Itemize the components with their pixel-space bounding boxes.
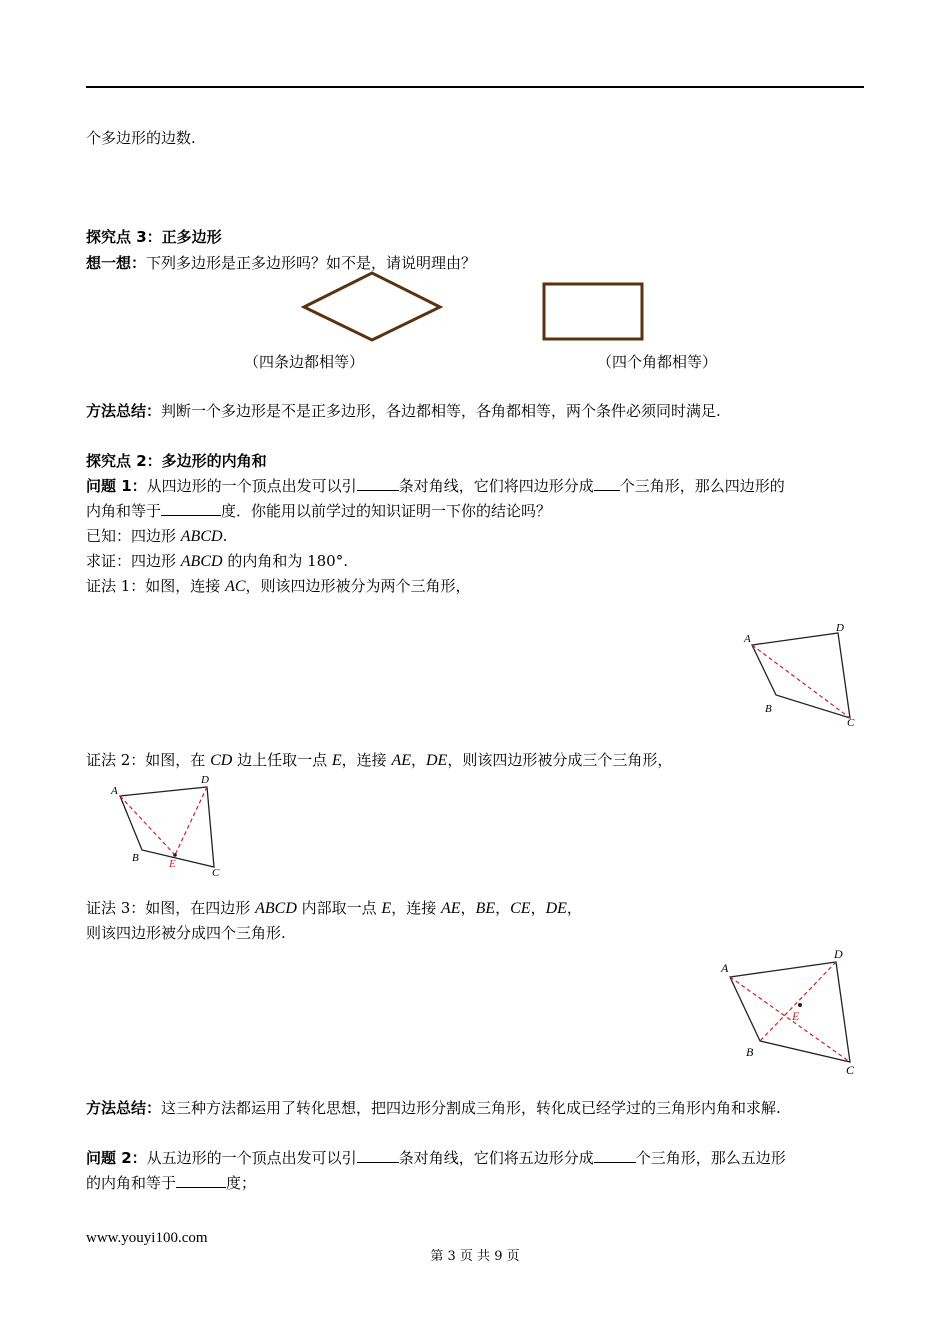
proof1-figure	[740, 620, 865, 732]
label-c: C	[846, 1063, 855, 1077]
label-b: B	[765, 703, 772, 715]
section2-heading: 探究点 2：多边形的内角和	[86, 452, 267, 470]
proof2-text: 证法 2：如图，在 CD 边上任取一点 E，连接 AE，DE，则该四边形被分成三个三角形，	[86, 751, 673, 769]
label-d: D	[201, 774, 209, 786]
label-d: D	[836, 622, 844, 634]
label-a: A	[721, 961, 729, 975]
question2-line2: 的内角和等于 度；	[86, 1174, 257, 1192]
proof3-figure	[716, 944, 866, 1079]
rhombus-figure	[300, 270, 445, 344]
question1-line1: 问题 1：从四边形的一个顶点出发可以引 条对角线，它们将四边形分成 个三角形，那么四边形的	[86, 477, 785, 495]
prove-statement: 求证：四边形 ABCD 的内角和为 180°.	[86, 552, 348, 570]
caption-rectangle: （四个角都相等）	[597, 353, 718, 371]
header-rule	[86, 86, 864, 88]
rectangle-figure	[540, 280, 648, 344]
label-b: B	[746, 1045, 754, 1059]
proof1-text: 证法 1：如图，连接 AC，则该四边形被分为两个三角形，	[86, 577, 471, 595]
question1-line2: 内角和等于 度．你能用以前学过的知识证明一下你的结论吗？	[86, 502, 552, 520]
label-a: A	[111, 785, 118, 797]
footer-url[interactable]: www.youyi100.com	[86, 1230, 208, 1246]
think-paragraph: 想一想：下列多边形是正多边形吗？如不是，请说明理由？	[86, 254, 477, 272]
method-summary-1: 方法总结：判断一个多边形是不是正多边形，各边都相等，各角都相等，两个条件必须同时满足.	[86, 402, 721, 420]
question2-line1: 问题 2：从五边形的一个顶点出发可以引 条对角线，它们将五边形分成 个三角形，那么五边形	[86, 1149, 786, 1167]
label-b: B	[132, 852, 139, 864]
label-e: E	[169, 858, 176, 870]
given-statement: 已知：四边形 ABCD.	[86, 527, 228, 545]
proof2-figure	[108, 772, 226, 880]
label-c: C	[847, 717, 855, 729]
section3-heading: 探究点 3：正多边形	[86, 228, 222, 246]
proof3-line1: 证法 3：如图，在四边形 ABCD 内部取一点 E，连接 AE，BE，CE，DE，	[86, 899, 582, 917]
label-c: C	[212, 867, 220, 879]
continued-text: 个多边形的边数.	[86, 129, 196, 147]
label-e: E	[792, 1009, 800, 1023]
caption-rhombus: （四条边都相等）	[244, 353, 365, 371]
page-number: 第 3 页 共 9 页	[430, 1249, 520, 1264]
label-d: D	[834, 947, 843, 961]
method-summary-2: 方法总结：这三种方法都运用了转化思想，把四边形分割成三角形，转化成已经学过的三角形内角和求解.	[86, 1099, 781, 1117]
proof3-line2: 则该四边形被分成四个三角形.	[86, 924, 286, 942]
label-a: A	[744, 633, 751, 645]
